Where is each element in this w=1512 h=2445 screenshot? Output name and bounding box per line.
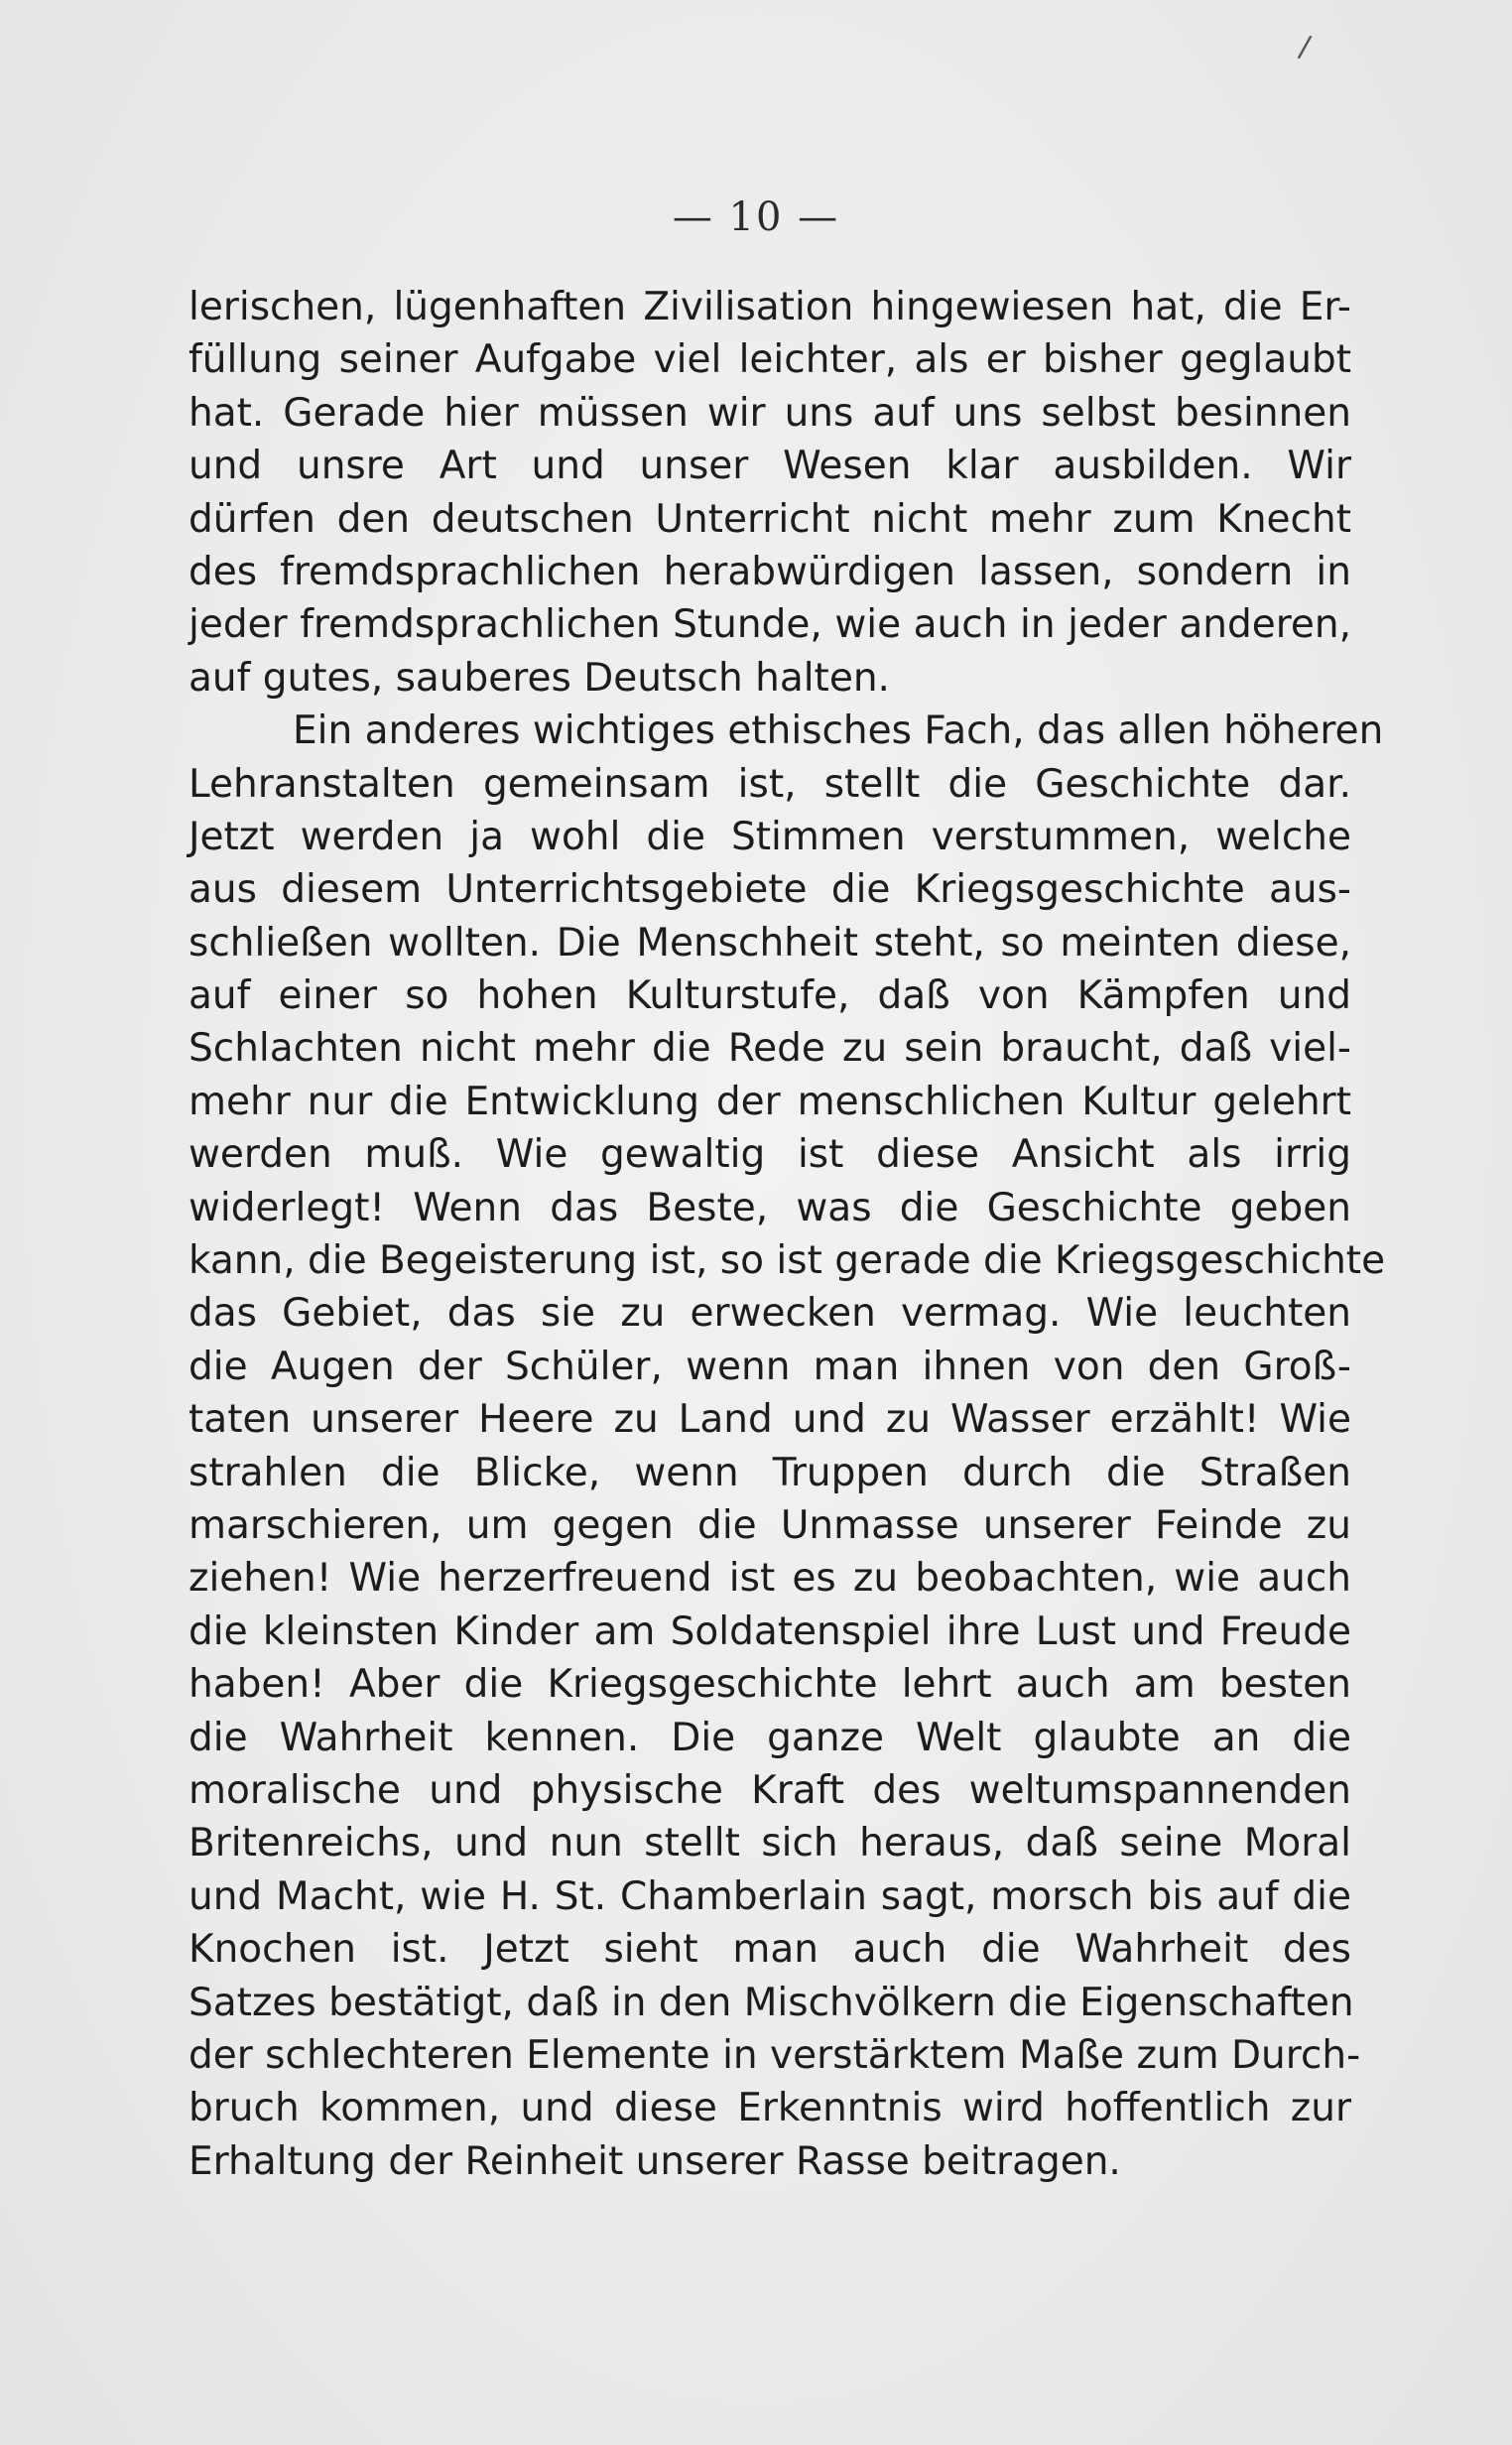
text-line: Lehranstalten gemeinsam ist, stellt die Geschichte dar.: [189, 761, 1351, 807]
text-line: Erhaltung der Reinheit unserer Rasse beitragen.: [189, 2138, 1121, 2184]
text-line: mehr nur die Entwicklung der menschlichen Kultur gelehrt: [189, 1079, 1351, 1124]
text-line: marschieren, um gegen die Unmasse unserer Feinde zu: [189, 1502, 1351, 1548]
text-line: lerischen, lügenhaften Zivilisation hingewiesen hat, die Er-: [189, 285, 1351, 329]
text-line: Jetzt werden ja wohl die Stimmen verstummen, welche: [189, 814, 1351, 859]
text-line: kann, die Begeisterung ist, so ist gerade die Kriegsgeschichte: [189, 1238, 1386, 1284]
text-line: bruch kommen, und diese Erkenntnis wird hoffentlich zur: [189, 2086, 1351, 2131]
text-line: Knochen ist. Jetzt sieht man auch die Wahrheit des: [189, 1927, 1351, 1973]
body-text: [189, 281, 1386, 2188]
text-line: Satzes bestätigt, daß in den Mischvölkern die Eigenschaften: [189, 1980, 1354, 2025]
text-line: Britenreichs, und nun stellt sich heraus, daß seine Moral: [189, 1821, 1351, 1866]
text-line: taten unserer Heere zu Land und zu Wasser erzählt! Wie: [189, 1397, 1351, 1443]
text-line: das Gebiet, das sie zu erwecken vermag. Wie leuchten: [189, 1291, 1351, 1337]
text-line: aus diesem Unterrichtsgebiete die Kriegsgeschichte aus-: [189, 867, 1351, 913]
text-line: des fremdsprachlichen herabwürdigen lassen, sondern in: [189, 549, 1351, 594]
text-line: strahlen die Blicke, wenn Truppen durch die Straßen: [189, 1450, 1351, 1495]
text-line: jeder fremdsprachlichen Stunde, wie auch in jeder anderen,: [189, 602, 1351, 648]
text-line: widerlegt! Wenn das Beste, was die Geschichte geben: [189, 1185, 1351, 1230]
page-number: — 10 —: [672, 194, 840, 240]
text-line: haben! Aber die Kriegsgeschichte lehrt auch am besten: [189, 1662, 1351, 1708]
text-line: der schlechteren Elemente in verstärktem Maße zum Durch-: [189, 2032, 1361, 2078]
text-line: schließen wollten. Die Menschheit steht, so meinten diese,: [189, 920, 1351, 965]
text-line: und unsre Art und unser Wesen klar ausbilden. Wir: [189, 444, 1351, 489]
text-line: die Augen der Schüler, wenn man ihnen von den Groß-: [189, 1344, 1351, 1389]
corner-pencil-mark: /: [1296, 29, 1314, 65]
text-line: hat. Gerade hier müssen wir uns auf uns selbst besinnen: [189, 390, 1351, 436]
text-line: und Macht, wie H. St. Chamberlain sagt, morsch bis auf die: [189, 1873, 1351, 1919]
text-line: füllung seiner Aufgabe viel leichter, als er bisher geglaubt: [189, 337, 1351, 383]
text-line: ziehen! Wie herzerfreuend ist es zu beobachten, wie auch: [189, 1556, 1351, 1602]
text-line: die Wahrheit kennen. Die ganze Welt glaubte an die: [189, 1715, 1351, 1760]
text-line: die kleinsten Kinder am Soldatenspiel ihre Lust und Freude: [189, 1609, 1351, 1654]
text-line: werden muß. Wie gewaltig ist diese Ansicht als irrig: [189, 1132, 1351, 1178]
text-line: moralische und physische Kraft des weltumspannenden: [189, 1767, 1351, 1813]
paragraph-start-line: Ein anderes wichtiges ethisches Fach, das allen höheren: [293, 708, 1384, 754]
text-line: dürfen den deutschen Unterricht nicht mehr zum Knecht: [189, 496, 1351, 542]
text-line: auf gutes, sauberes Deutsch halten.: [189, 655, 890, 701]
text-line: auf einer so hohen Kulturstufe, daß von Kämpfen und: [189, 973, 1351, 1019]
text-line: Schlachten nicht mehr die Rede zu sein braucht, daß viel-: [189, 1026, 1351, 1072]
